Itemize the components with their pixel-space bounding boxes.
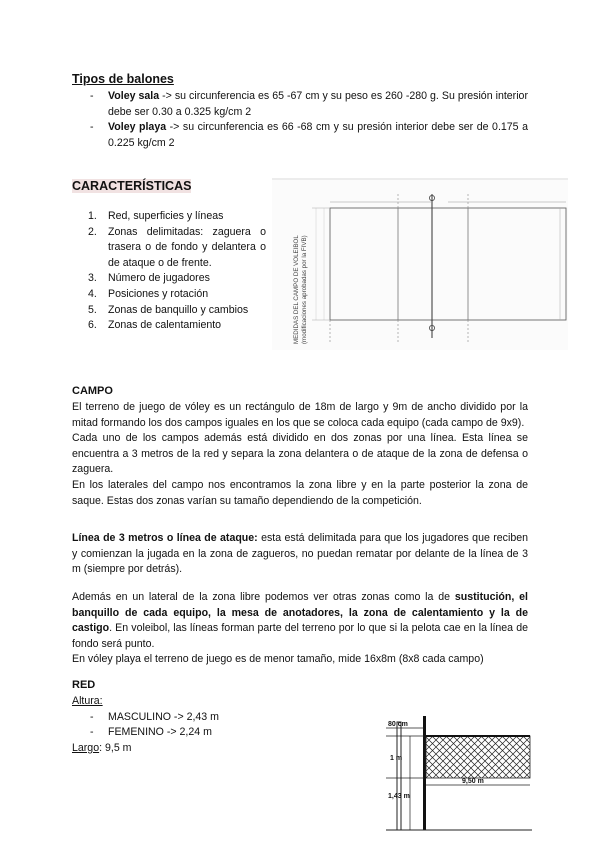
list-item: 3. Número de jugadores xyxy=(88,272,210,285)
voley-playa-paragraph: En vóley playa el terreno de juego es de menor tamaño, mide 16x8m (8x8 cada campo) xyxy=(72,653,484,666)
altura-label: Altura: xyxy=(72,695,103,707)
net-label-top: 80 cm xyxy=(388,721,408,728)
net-label-width: 9,50 m xyxy=(462,778,484,785)
list-item: - Voley playa -> su circunferencia es 66 -68 cm y su presión interior debe ser de 0.175 a 0.225 kg/cm 2 xyxy=(72,120,528,151)
net-diagram xyxy=(380,712,536,832)
court-caption-2: (modificaciones aprobadas por la FIVB) xyxy=(301,235,308,344)
linea-ataque-paragraph: Línea de 3 metros o línea de ataque: esta está delimitada para que los jugadores que reciben y comienzan la jugada en la zona de zagueros, no puedan rematar por delante de la línea de 3 m (siempre por detrás). xyxy=(72,532,529,576)
altura-list xyxy=(72,710,372,741)
list-item: 5. Zonas de banquillo y cambios xyxy=(88,303,249,316)
campo-body xyxy=(72,400,528,509)
list-item: 6. Zonas de calentamiento xyxy=(88,319,222,332)
net-label-mid: 1 m xyxy=(390,755,403,762)
campo-paragraph-3: En los laterales del campo nos encontramos la zona libre y en la parte posterior la zona de saque. Estas dos zonas varían su tamaño dependiendo de la competición. xyxy=(72,478,528,507)
court-caption-1: MEDIDAS DEL CAMPO DE VOLEIBOL xyxy=(293,235,300,344)
net-diagram-svg xyxy=(380,712,536,832)
linea-ataque-term: Línea de 3 metros o línea de ataque: xyxy=(72,532,258,544)
list-item: 4. Posiciones y rotación xyxy=(88,287,209,300)
list-item: - MASCULINO -> 2,43 m xyxy=(72,710,372,726)
zonas-paragraph: Además en un lateral de la zona libre podemos ver otras zonas como la de sustitución, el banquillo de cada equipo, la mesa de anotadores, la zona de calentamiento y la de castigo. En voleibol, las líneas forman parte del terreno por lo que si la pelota cae en la línea de fondo será punto. En vóley playa el terreno de juego es de menor tamaño, mide 16x8m (8x8 cada campo) xyxy=(72,590,528,668)
list-item: - FEMENINO -> 2,24 m xyxy=(72,725,372,741)
red-body: Altura: - MASCULINO -> 2,43 m - FEMENINO -> 2,24 m Largo: 9,5 m xyxy=(72,694,372,756)
list-item: - Voley sala -> su circunferencia es 65 -67 cm y su peso es 260 -280 g. Su presión interior debe ser 0.30 a 0.325 kg/cm 2 xyxy=(72,89,528,120)
campo-paragraph-1: El terreno de juego de vóley es un rectángulo de 18m de largo y 9m de ancho dividido por la mitad formando los dos campos iguales en los que se coloca cada equipo (cada campo de 9x9). xyxy=(72,401,528,429)
caracteristicas-title: CARACTERÍSTICAS xyxy=(72,179,192,193)
largo-label: Largo xyxy=(72,741,100,754)
caracteristicas-list xyxy=(72,209,266,334)
balones-list xyxy=(72,89,528,151)
court-diagram xyxy=(272,178,568,350)
net-label-bottom: 1,43 m xyxy=(388,793,410,800)
red-title: RED xyxy=(72,679,96,691)
list-item: 1. Red, superficies y líneas xyxy=(88,210,224,222)
campo-paragraph-2: Cada uno de los campos además está dividido en dos zonas por una línea. Esta línea se encuentra a 3 metros de la red y separa la zona delantera o de ataque de la zona de defensa o zaguera. xyxy=(72,432,528,476)
list-item: 2. Zonas delimitadas: zaguera o trasera o de fondo y delantera o de ataque o de frente. xyxy=(88,225,266,269)
court-diagram-svg xyxy=(272,178,568,350)
campo-title: CAMPO xyxy=(72,385,113,397)
balones-title: Tipos de balones xyxy=(72,72,174,86)
